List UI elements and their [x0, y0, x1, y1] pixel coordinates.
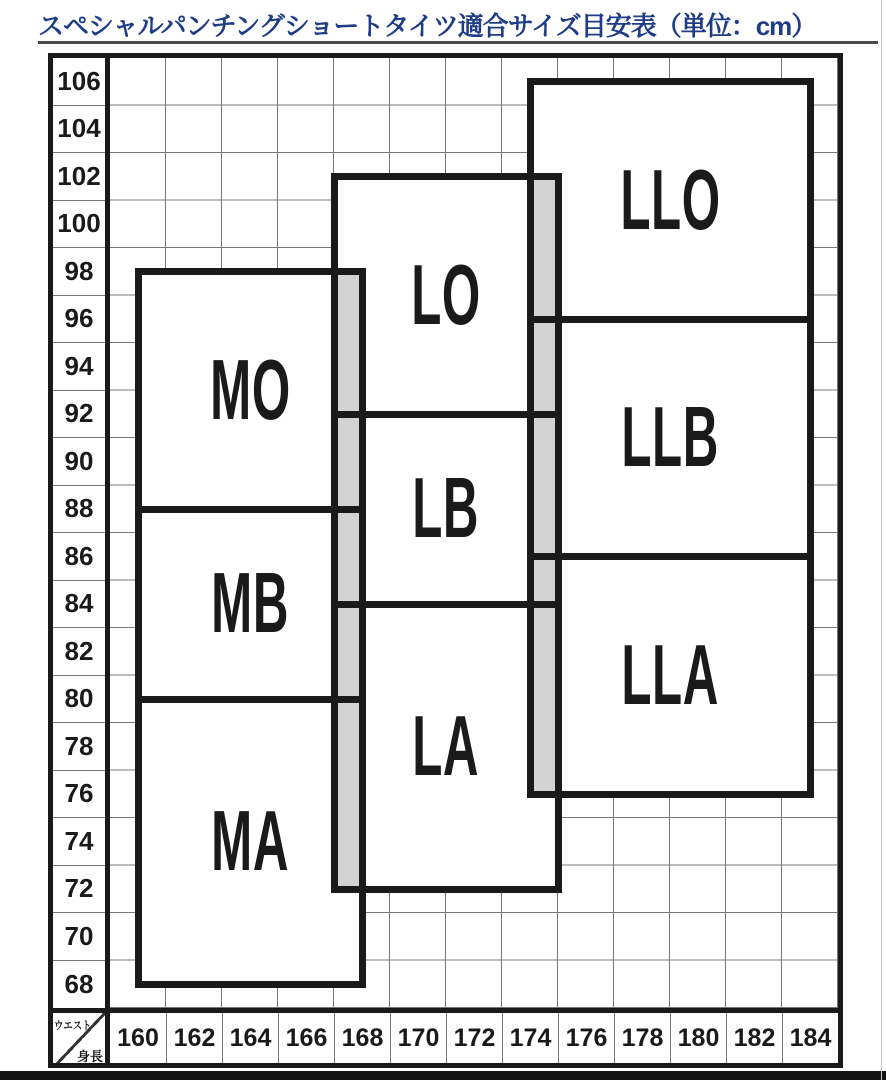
photo-right-edge-line — [881, 0, 882, 1080]
size-label-LLA: LLA — [621, 627, 719, 723]
x-tick-160: 160 — [117, 1024, 159, 1052]
size-label-LA: LA — [412, 698, 480, 794]
y-tick-88: 88 — [53, 486, 105, 534]
page-title: スペシャルパンチングショートタイツ適合サイズ目安表（単位：cm） — [38, 11, 817, 41]
y-tick-68: 68 — [64, 968, 94, 999]
y-tick-72: 72 — [53, 866, 105, 914]
x-tick-172: 172 — [446, 1013, 502, 1068]
x-tick-166: 166 — [278, 1013, 334, 1068]
x-tick-174: 174 — [502, 1013, 558, 1068]
y-tick-106: 106 — [53, 58, 105, 106]
y-tick-70: 70 — [53, 913, 105, 961]
size-box-LLB — [527, 316, 814, 561]
y-tick-94: 94 — [53, 343, 105, 391]
y-tick-102: 102 — [53, 153, 105, 201]
y-tick-100: 100 — [53, 201, 105, 249]
y-tick-80: 80 — [53, 676, 105, 724]
x-tick-182: 182 — [726, 1013, 782, 1068]
x-axis-labels — [110, 1008, 838, 1068]
y-tick-90: 90 — [53, 438, 105, 486]
chart-plot-area — [110, 58, 838, 1008]
y-tick-98: 98 — [53, 248, 105, 296]
size-box-LLA — [527, 553, 814, 798]
size-label-LB: LB — [412, 461, 480, 557]
x-tick-180: 180 — [670, 1013, 726, 1068]
x-tick-178: 178 — [614, 1013, 670, 1068]
corner-waist-label: ウエスト — [54, 1020, 92, 1032]
size-label-MB: MB — [211, 556, 289, 652]
size-label-LO: LO — [411, 247, 481, 343]
bottom-black-bar — [0, 1071, 886, 1080]
size-box-LLO — [527, 78, 814, 323]
x-tick-184: 184 — [782, 1013, 838, 1068]
y-tick-78: 78 — [53, 723, 105, 771]
y-tick-82: 82 — [53, 628, 105, 676]
y-tick-74: 74 — [53, 818, 105, 866]
size-chart-table — [48, 53, 843, 1068]
size-label-LLO: LLO — [619, 152, 721, 248]
size-label-MA: MA — [211, 793, 289, 889]
y-tick-84: 84 — [53, 581, 105, 629]
size-label-MO: MO — [209, 342, 291, 438]
x-tick-162: 162 — [166, 1013, 222, 1068]
y-tick-92: 92 — [53, 391, 105, 439]
title-underline — [38, 41, 878, 44]
y-tick-96: 96 — [53, 296, 105, 344]
size-label-LLB: LLB — [621, 390, 719, 485]
y-axis-labels — [53, 58, 110, 1008]
y-tick-76: 76 — [53, 771, 105, 819]
x-tick-164: 164 — [222, 1013, 278, 1068]
axis-corner-cell — [53, 1008, 110, 1068]
x-tick-176: 176 — [558, 1013, 614, 1068]
corner-height-label: 身長 — [76, 1049, 103, 1064]
x-tick-170: 170 — [390, 1013, 446, 1068]
y-tick-104: 104 — [53, 106, 105, 154]
y-tick-86: 86 — [53, 533, 105, 581]
x-tick-168: 168 — [334, 1013, 390, 1068]
